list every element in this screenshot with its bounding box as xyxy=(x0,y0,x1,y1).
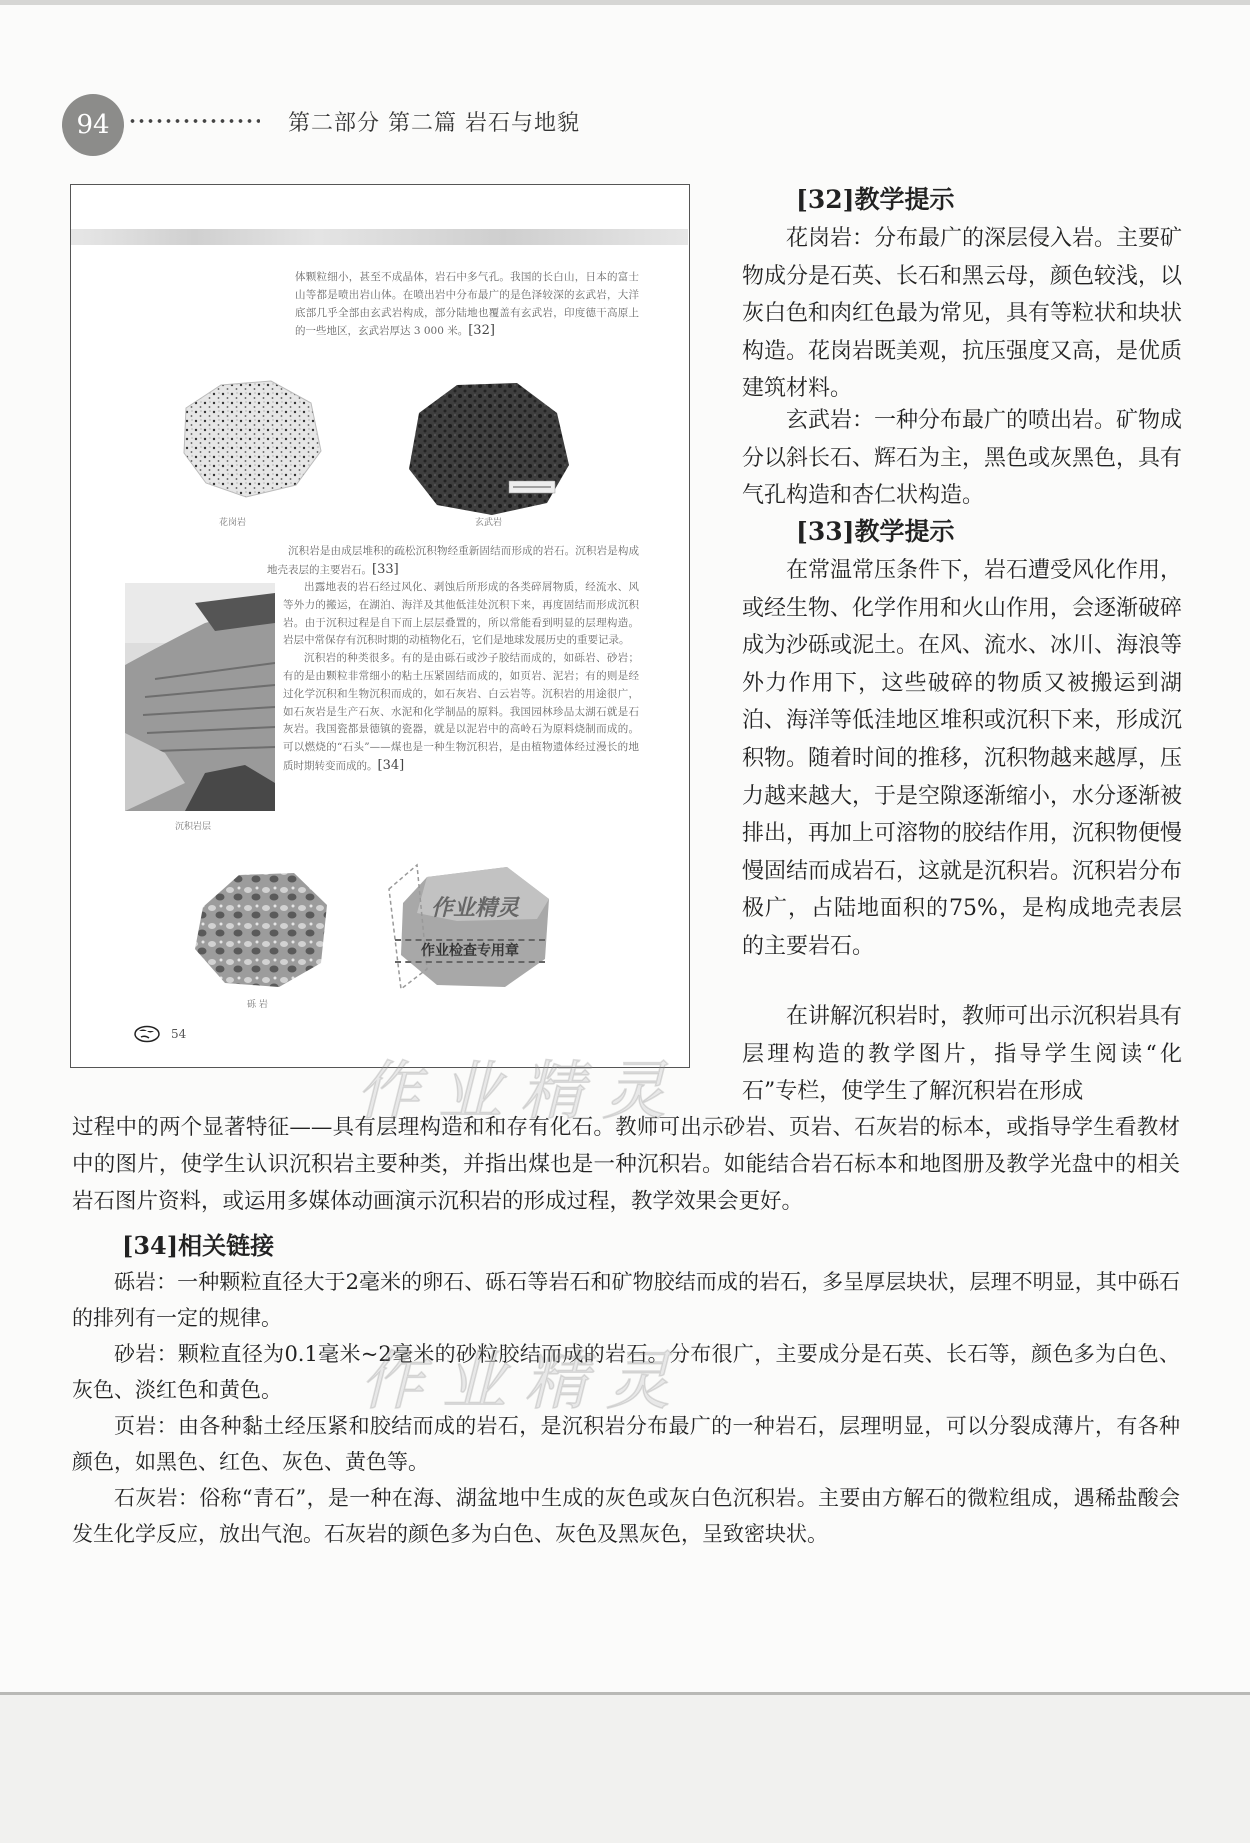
strata-photo xyxy=(125,583,275,811)
para-teaching-start: 在讲解沉积岩时，教师可出示沉积岩具有层理构造的教学图片，指导学生阅读“化石”专栏，使学生了解沉积岩在形成 xyxy=(742,1004,1183,1105)
top-rule xyxy=(0,0,1250,5)
caption-granite: 花岗岩 xyxy=(219,518,247,528)
para-basalt: 玄武岩：一种分布最广的喷出岩。矿物成分以斜长石、辉石为主，黑色或灰黑色，具有气孔构造和杏仁状构造。 xyxy=(742,408,1183,509)
caption-conglomerate: 砾 岩 xyxy=(247,1000,268,1010)
stamped-specimen xyxy=(387,859,557,995)
inset-tag-34: [34] xyxy=(377,757,405,773)
inset-tag-33: [33] xyxy=(372,561,399,577)
textbook-page-image xyxy=(70,184,690,1068)
para-teaching-rest: 过程中的两个显著特征——具有层理构造和和存有化石。教师可出示砂岩、页岩、石灰岩的标本，或指导学生看教材中的图片，使学生认识沉积岩主要种类，并指出煤也是一种沉积岩。如能结合岩石标本和地图册及教学光盘中的相关岩石图片资料，或运用多媒体动画演示沉积岩的形成过程，教学效果会更好。 xyxy=(72,1115,1180,1215)
basalt-photo xyxy=(397,373,573,519)
heading-33: [33]教学提示 xyxy=(796,517,955,546)
globe-icon xyxy=(133,1025,161,1043)
watermark-lower: 作业精灵 xyxy=(360,1345,688,1419)
page-number-badge xyxy=(62,94,124,156)
inset-tag-32: [32] xyxy=(468,323,495,339)
inset-header-band xyxy=(71,229,688,245)
inset-para-basalt: 体颗粒细小，甚至不成晶体，岩石中多气孔。我国的长白山，日本的富士山等都是喷出岩山体。在喷出岩中分布最广的是色泽较深的玄武岩，大洋底部几乎全部由玄武岩构成，部分陆地也覆盖有玄武岩，印度德干高原上的一些地区，玄武岩厚达 3 000 米。[32] xyxy=(295,271,639,339)
para-shale: 页岩：由各种黏土经压紧和胶结而成的岩石，是沉积岩分布最广的一种岩石，层理明显，可以分裂成薄片，有各种颜色，如黑色、红色、灰色、黄色等。 xyxy=(72,1414,1180,1474)
running-header: 第二部分 第二篇 岩石与地貌 xyxy=(288,111,580,136)
heading-32: [32]教学提示 xyxy=(796,185,955,214)
para-conglomerate: 砾岩：一种颗粒直径大于2毫米的卵石、砾石等岩石和矿物胶结而成的岩石，多呈厚层块状，层理不明显，其中砾石的排列有一定的规律。 xyxy=(72,1270,1180,1330)
para-limestone: 石灰岩：俗称“青石”，是一种在海、湖盆地中生成的灰色或灰白色沉积岩。主要由方解石的微粒组成，遇稀盐酸会发生化学反应，放出气泡。石灰岩的颜色多为白色、灰色及黑灰色，呈致密块状。 xyxy=(72,1486,1180,1546)
header-dot-leader xyxy=(128,108,260,134)
page-number: 94 xyxy=(76,110,110,140)
granite-photo xyxy=(176,373,326,503)
conglomerate-photo xyxy=(189,867,331,991)
para-granite: 花岗岩：分布最广的深层侵入岩。主要矿物成分是石英、长石和黑云母，颜色较浅，以灰白色和肉红色最为常见，具有等粒状和块状构造。花岗岩既美观，抗压强度又高，是优质建筑材料。 xyxy=(742,226,1183,402)
inset-para-clastic: 出露地表的岩石经过风化、剥蚀后所形成的各类碎屑物质，经流水、风等外力的搬运，在湖泊、海洋及其他低洼处沉积下来，再度固结而形成沉积岩。由于沉积过程是自下而上层层叠置的，所以常能看到明显的层理构造。岩层中常保存有沉积时期的动植物化石，它们是地球发展历史的重要记录。 沉积岩的种类很多。有的是由砾石或沙子胶结而成的，如砾岩、砂岩；有的是由颗粒非常细小的粘土压紧固结而成的，如页岩、泥岩；有的则是经过化学沉积和生物沉积而成的，如石灰岩、白云岩等。沉积岩的用途很广，如石灰岩是生产石灰、水泥和化学制品的原料。我国园林珍品太湖石就是石灰岩。我国瓷都景德镇的瓷器，就是以泥岩中的高岭石为原料烧制而成的。可以燃烧的“石头”——煤也是一种生物沉积岩，是由植物遗体经过漫长的地质时期转变而成的。[34] xyxy=(283,581,639,773)
heading-34: [34]相关链接 xyxy=(122,1231,275,1260)
inset-page-number: 54 xyxy=(171,1027,187,1041)
para-sandstone: 砂岩：颗粒直径为0.1毫米~2毫米的砂粒胶结而成的岩石。分布很广，主要成分是石英、长石等，颜色多为白色、灰色、淡红色和黄色。 xyxy=(72,1342,1180,1402)
caption-strata: 沉积岩层 xyxy=(175,822,212,832)
stamp-label: 作业检查专用章 xyxy=(395,939,545,963)
inset-para-sedimentary: 沉积岩是由成层堆积的疏松沉积物经重新固结而形成的岩石。沉积岩是构成地壳表层的主要岩石。[33] xyxy=(267,545,639,577)
stamp-text: 作业精灵 xyxy=(431,895,520,921)
bottom-page-edge xyxy=(0,1692,1250,1843)
para-sediment-formation: 在常温常压条件下，岩石遭受风化作用，或经生物、化学作用和火山作用，会逐渐破碎成为沙砾或泥土。在风、流水、冰川、海浪等外力作用下，这些破碎的物质又被搬运到湖泊、海洋等低洼地区堆积或沉积下来，形成沉积物。随着时间的推移，沉积物越来越厚，压力越来越大，于是空隙逐渐缩小，水分逐渐被排出，再加上可溶物的胶结作用，沉积物便慢慢固结而成岩石，这就是沉积岩。沉积岩分布极广，占陆地面积的75%，是构成地壳表层的主要岩石。 xyxy=(742,558,1183,959)
caption-basalt: 玄武岩 xyxy=(475,518,503,528)
sandstone-photo xyxy=(387,859,557,995)
watermark-upper: 作业精灵 xyxy=(356,1055,684,1129)
